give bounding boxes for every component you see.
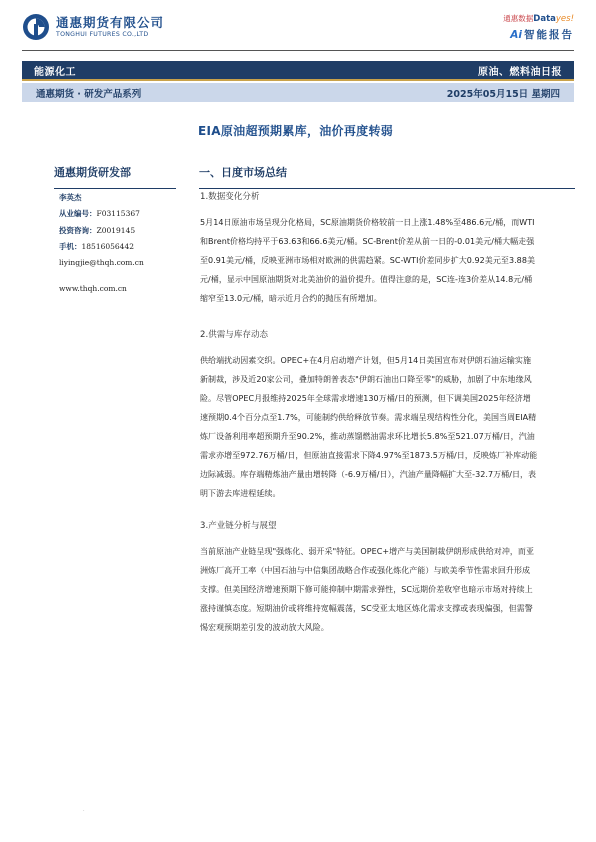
phone-number: 18516056442 <box>81 241 134 251</box>
section-heading: 一、日度市场总结 <box>199 164 575 189</box>
report-date: 2025年05月15日 星期四 <box>446 88 560 100</box>
analyst-info <box>59 190 144 298</box>
license-label: 从业编号： <box>59 209 97 219</box>
company-name-en: TONGHUI FUTURES CO.,LTD <box>56 30 149 38</box>
report-title: EIA原油超预期累库，油价再度转弱 <box>198 124 394 138</box>
paragraph-data-analysis: 5月14日原油市场呈现分化格局，SC原油期货价格较前一日上涨1.48%至486.6元/桶，而WTI和Brent价格均持平于63.63和66.6美元/桶。SC-Brent价差从前一日的-0.01美元/桶大幅走强至0.91美元/桶，反映亚洲市场相对欧洲的供需趋紧。SC-WTI价差同步扩大0.92美元至3.88美元/桶，显示中国原油期货对北美油价的溢价提升。值得注意的是，SC连-连3价差从14.8元/桶缩窄至13.0元/桶，暗示近月合约的抛压有所增加。 <box>200 218 536 303</box>
header-divider <box>22 50 574 51</box>
paragraph-supply-demand: 供给端扰动因素交织。OPEC+在4月启动增产计划，但5月14日美国宣布对伊朗石油运输实施新制裁，涉及近20家公司，叠加特朗普表态"伊朗石油出口降至零"的威胁，加剧了中东地缘风险。尽管OPEC月报维持2025年全球需求增速130万桶/日的预测，但下调美国2025年经济增速预期0.4个百分点至1.7%，可能制约供给释放节奏。需求端呈现结构性分化，美国当周EIA精炼厂设备利用率超预期升至90.2%，推动蒸馏燃油需求环比增长5.8%至521.07万桶/日，汽油需求亦增至972.76万桶/日，但原油直接需求下降4.97%至1873.5万桶/日，反映炼厂补库动能边际减弱。库存端精炼油产量由增转降（-6.9万桶/日），汽油产量降幅扩大至-32.7万桶/日，表明下游去库进程延续。 <box>200 356 538 498</box>
license-number: F03115367 <box>96 209 140 219</box>
license-row <box>59 206 144 222</box>
series-band <box>22 83 574 102</box>
sidebar-heading: 通惠期货研发部 <box>54 164 176 189</box>
phone-label: 手机： <box>59 241 82 251</box>
website-link[interactable]: www.thqh.com.cn <box>59 284 127 294</box>
ai-report-text: 智能报告 <box>524 29 574 41</box>
data-yes-brand <box>503 13 574 25</box>
analyst-name: 李英杰 <box>59 193 82 202</box>
subheading-supply-demand: 2.供需与库存动态 <box>200 330 269 340</box>
ai-report-label <box>503 27 574 43</box>
company-logo-icon <box>22 13 50 41</box>
advisory-row <box>59 223 144 239</box>
company-name-cn: 通惠期货有限公司 <box>56 14 165 30</box>
phone-row <box>59 239 144 255</box>
brand-logo <box>503 13 574 43</box>
paragraph-outlook: 当前原油产业链呈现"强炼化、弱开采"特征。OPEC+增产与美国制裁伊朗形成供给对冲，而亚洲炼厂高开工率（中国石油与中信集团战略合作或强化炼化产能）与欧美季节性需求回升形成支撑。但美国经济增速预期下修可能抑制中期需求弹性，SC远期价差收窄也暗示市场对持续上涨持谨慎态度。短期油价或将维持宽幅震荡，SC受亚太地区炼化需求支撑或表现偏强，但需警惕宏观预期差引发的波动放大风险。 <box>200 547 535 632</box>
email-link[interactable]: liyingjie@thqh.com.cn <box>59 258 144 268</box>
data-yes-suffix: yes! <box>555 14 574 24</box>
category-band <box>22 61 574 81</box>
data-yes-prefix: 通惠数据 <box>503 14 534 23</box>
subheading-data-analysis: 1.数据变化分析 <box>200 192 260 202</box>
data-yes-data: Data <box>533 14 556 24</box>
advisory-label: 投资咨询： <box>59 225 97 235</box>
series-label: 通惠期货 · 研发产品系列 <box>36 88 142 100</box>
subheading-outlook: 3.产业链分析与展望 <box>200 521 277 531</box>
company-logo <box>22 13 164 41</box>
advisory-number: Z0019145 <box>96 225 136 235</box>
footer-mark: · <box>83 808 85 814</box>
report-type-label: 原油、燃料油日报 <box>478 66 562 78</box>
ai-icon: Ai <box>510 29 522 41</box>
category-label: 能源化工 <box>34 66 76 78</box>
